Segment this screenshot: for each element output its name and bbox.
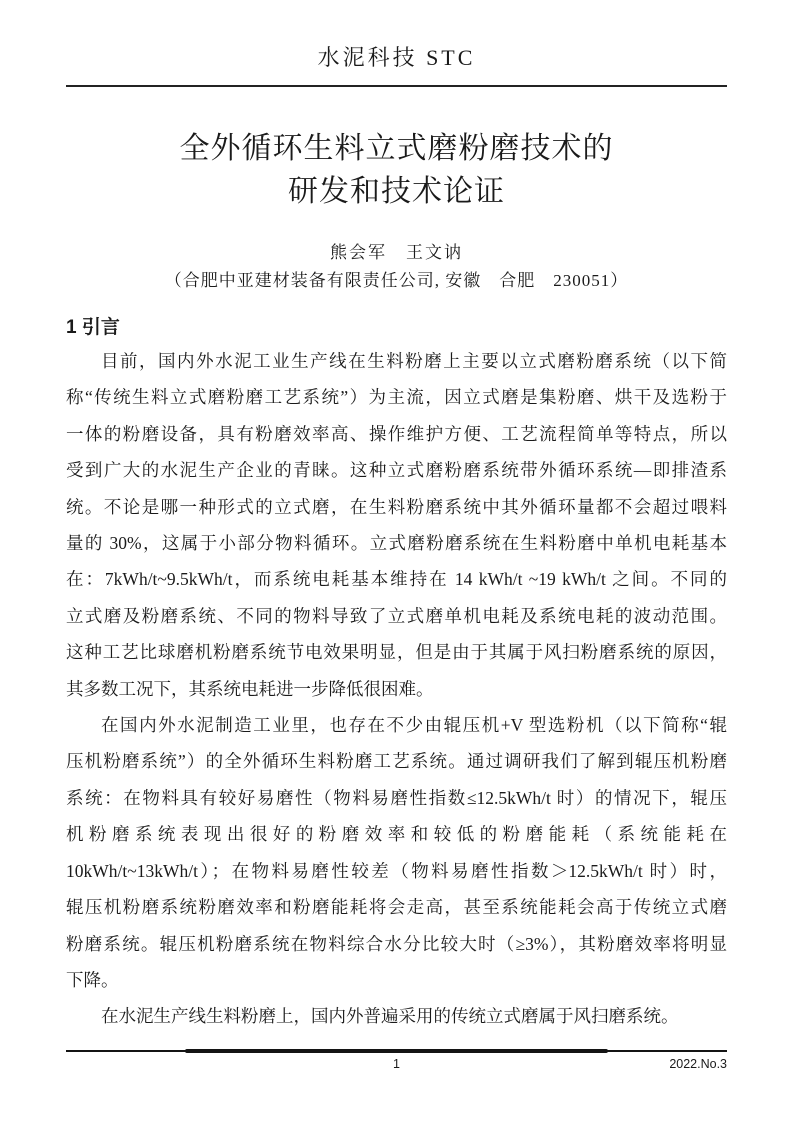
paragraph-line: 系统：在物料具有较好易磨性（物料易磨性指数≤12.5kWh/t 时）的情况下，辊压 <box>66 787 727 808</box>
paragraph-line: 10kWh/t~13kWh/t）；在物料易磨性较差（物料易磨性指数＞12.5kWh/t 时）时， <box>66 860 727 881</box>
page-content <box>66 0 727 1035</box>
paragraph-line: 压机粉磨系统”）的全外循环生料粉磨工艺系统。通过调研我们了解到辊压机粉磨 <box>66 751 727 772</box>
issue-label: 2022.No.3 <box>669 1057 727 1071</box>
page-footer <box>66 1050 727 1075</box>
paragraph-line: 下降。 <box>66 969 119 990</box>
paragraph-line: 其多数工况下，其系统电耗进一步降低很困难。 <box>66 678 434 699</box>
paragraph-line: 在国内外水泥制造工业里，也存在不少由辊压机+V 型选粉机（以下简称“辊 <box>101 715 727 736</box>
section-heading-introduction: 1 引言 <box>66 317 120 338</box>
paragraph-line: 立式磨及粉磨系统、不同的物料导致了立式磨单机电耗及系统电耗的波动范围。 <box>66 605 727 626</box>
footer-rule-bulge <box>185 1049 608 1053</box>
paragraph-line: 量的 30%，这属于小部分物料循环。立式磨粉磨系统在生料粉磨中单机电耗基本 <box>66 533 727 554</box>
paragraph-line: 称“传统生料立式磨粉磨工艺系统”）为主流，因立式磨是集粉磨、烘干及选粉于 <box>66 387 727 408</box>
paragraph-line: 目前，国内外水泥工业生产线在生料粉磨上主要以立式磨粉磨系统（以下简 <box>101 351 727 371</box>
footer-rule <box>66 1050 727 1052</box>
journal-header-title: 水泥科技 STC <box>317 45 476 70</box>
paragraph-line: 在水泥生产线生料粉磨上，国内外普遍采用的传统立式磨属于风扫磨系统。 <box>101 1006 679 1027</box>
article-title-line-2: 研发和技术论证 <box>288 175 505 208</box>
paragraph <box>66 998 727 1034</box>
paragraph-line: 统。不论是哪一种形式的立式磨，在生料粉磨系统中其外循环量都不会超过喂料 <box>66 496 727 517</box>
paragraph-line: 在：7kWh/t~9.5kWh/t，而系统电耗基本维持在 14 kWh/t ~19 kWh/t 之间。不同的 <box>66 569 727 590</box>
paragraph <box>66 343 727 707</box>
paragraph-line: 辊压机粉磨系统粉磨效率和粉磨能耗将会走高，甚至系统能耗会高于传统立式磨 <box>66 897 727 918</box>
body-paragraphs <box>66 343 727 1035</box>
article-title-line-1: 全外循环生料立式磨粉磨技术的 <box>179 132 614 165</box>
affiliation-line: （合肥中亚建材装备有限责任公司, 安徽 合肥 230051） <box>164 271 629 290</box>
article-title <box>66 127 727 213</box>
paragraph-line: 一体的粉磨设备，具有粉磨效率高、操作维护方便、工艺流程简单等特点，所以 <box>66 423 727 444</box>
footer-row <box>66 1057 727 1075</box>
paragraph <box>66 707 727 998</box>
paragraph-line: 机粉磨系统表现出很好的粉磨效率和较低的粉磨能耗（系统能耗在 <box>66 824 727 845</box>
paragraph-line: 受到广大的水泥生产企业的青睐。这种立式磨粉磨系统带外循环系统—即排渣系 <box>66 460 727 481</box>
header-rule <box>66 85 727 87</box>
paragraph-line: 粉磨系统。辊压机粉磨系统在物料综合水分比较大时（≥3%），其粉磨效率将明显 <box>66 933 727 954</box>
page-number: 1 <box>393 1057 400 1071</box>
authors-line: 熊会军 王文讷 <box>330 243 463 262</box>
paragraph-line: 这种工艺比球磨机粉磨系统节电效果明显，但是由于其属于风扫粉磨系统的原因， <box>66 642 727 663</box>
